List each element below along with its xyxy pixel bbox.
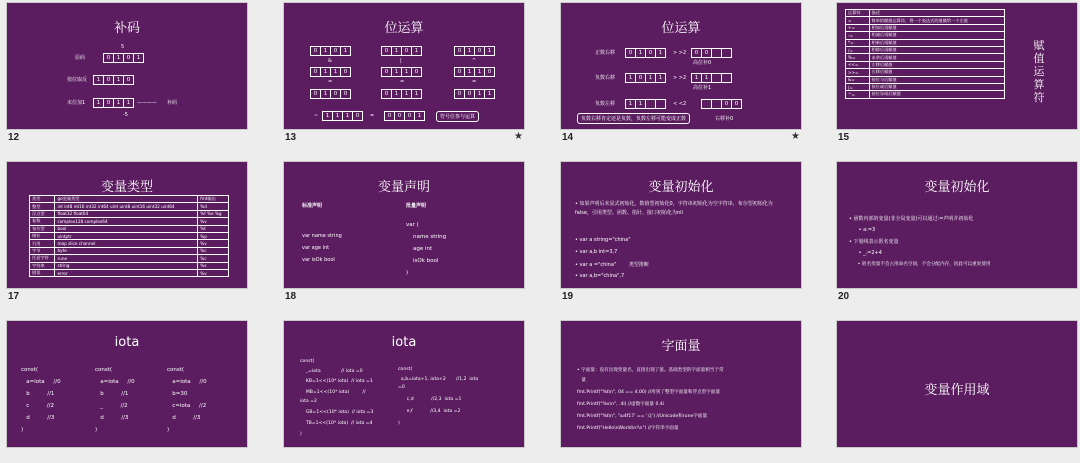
code-line: const( [167, 367, 185, 373]
bit-row: 0 1 1 0 [454, 67, 495, 77]
code-line: c=iota //2 [167, 403, 207, 409]
slide-title: 字面量 [661, 339, 701, 354]
bit-row: 1 0 1 1 [625, 73, 666, 83]
equals: = [400, 79, 405, 85]
footnote-box: 负数右移肯定还是负数，负数左移可能变成正数 [577, 113, 690, 124]
code-line: d //3 [167, 415, 201, 421]
bullet-text: • 函数内部的变量(非全局变量)可以通过:=声明并初始化 [849, 216, 974, 222]
bit-row: 1 1 1 0 [322, 111, 363, 121]
bit-row: 1 1 [691, 73, 732, 83]
row-note: 右移补0 [715, 116, 734, 122]
row-label: 末位加1 [67, 100, 86, 106]
code-line: d //3 [21, 415, 55, 421]
slide-thumb-19[interactable] [560, 161, 802, 304]
slide-number: 14 [562, 132, 574, 143]
slide-title: 变量初始化 [648, 180, 714, 195]
slide-thumb-iota-1[interactable] [6, 320, 248, 463]
star-icon[interactable]: ★ [791, 131, 800, 142]
bit-row: 0 0 1 1 [454, 89, 495, 99]
slide-number: 17 [8, 291, 20, 302]
row-label: 原码 [75, 55, 86, 61]
code-line: fmt.Printf("%t\n", 04 == 4.00) //用到了整型字面量和浮点型字面量 [577, 390, 721, 395]
code-line: var age int [302, 245, 330, 251]
operator: ^ [472, 58, 477, 64]
slide-canvas [836, 161, 1078, 289]
slide-title: 变量类型 [100, 180, 153, 195]
code-line: b //1 [21, 391, 55, 397]
code-line: a=iota //0 [95, 379, 135, 385]
slide-title: 位运算 [661, 21, 701, 36]
operator: ~ [314, 113, 319, 119]
slide-canvas [6, 161, 248, 289]
bullet-text: • _,=2+4 [849, 250, 882, 256]
bullet-text: • 如果声明后未显式初始化，数值型初始化0，字符串初始化为空字符串，布尔型初始化为false，引用类型、函数、指针、接口初始化为nil [575, 201, 773, 216]
slide-thumb-scope[interactable] [836, 320, 1078, 463]
code-line: =0 [398, 385, 405, 390]
right-heading: 批量声明 [406, 203, 427, 209]
row-label: 负数右移 [595, 75, 616, 81]
bit-row: 0 1 1 0 [381, 67, 422, 77]
slide-number: 18 [285, 291, 297, 302]
code-line: ) [398, 421, 400, 426]
slide-number: 19 [562, 291, 574, 302]
code-line: isOk bool [406, 258, 439, 264]
slide-thumb-literal[interactable] [560, 320, 802, 463]
slide-title: 变量声明 [377, 180, 430, 195]
shift-op: > >2 [673, 75, 687, 81]
slide-thumb-13[interactable] [283, 2, 525, 145]
operator: | [400, 58, 402, 64]
operator-table: 运算符 描述 = 简单的赋值运算符，将一个表达式的值赋给一个左值 += 相加后再赋值 -= 相减后再赋值 *= 相乘后再赋值 /= 相除后再赋值 %= 求余后再赋值 <<= 左移后赋值 >>= 右移后赋值 &= 按位与后赋值 |= 按位或后赋值 ^= 按位异或后赋值 [845, 9, 1005, 99]
slide-thumb-20[interactable] [836, 161, 1078, 304]
slide-canvas [6, 2, 248, 130]
bullet-text: • 匿名变量不会占用命名空间，不会分配内存，因此可以重复使用 [849, 262, 991, 267]
row-note: 高位补1 [693, 85, 712, 91]
bullet-text: • 下划线表示匿名变量 [849, 239, 899, 245]
bullet-text: • var a,b int=3,7 [575, 249, 618, 255]
code-line: ) [167, 427, 170, 433]
top-value: 5 [121, 44, 125, 50]
row-note: 高位补0 [693, 60, 712, 66]
slide-thumb-14[interactable] [560, 2, 802, 145]
slide-title: 位运算 [384, 21, 424, 36]
bottom-value: -5 [123, 112, 128, 118]
code-line: fmt.Printf("%t\n", '\u4f17' == '众') //Unicode和rune字面量 [577, 414, 708, 419]
slide-canvas [283, 161, 525, 289]
bit-row: 0 1 0 1 [310, 46, 351, 56]
bit-row: 0 0 [691, 48, 732, 58]
code-line: c,d //2,3 iota =1 [398, 397, 462, 402]
slide-title: 变量作用域 [924, 383, 990, 398]
row-label: 负数左移 [595, 101, 616, 107]
slide-canvas [560, 320, 802, 448]
note-box: 符号位参与运算 [436, 111, 479, 122]
equals: = [472, 79, 477, 85]
bit-row: 1 0 1 1 [93, 98, 134, 108]
bullet-text: 量 [577, 378, 586, 383]
code-line: MB=1<<(10* iota) // [300, 390, 366, 395]
code-line: KB=1<<(10* iota) // iota =1 [300, 379, 373, 384]
slide-title: 赋值运算符 [1033, 39, 1045, 104]
code-line: ) [300, 432, 302, 437]
bit-row: 1 0 1 0 [93, 75, 134, 85]
slide-title: 变量初始化 [924, 180, 990, 195]
code-line: const( [398, 367, 413, 372]
code-line: const( [21, 367, 39, 373]
type-table: 类型 go变量类型 fmt输出 整型 int int8 int16 int32 int64 uint uint8 uint16 uint32 uint64 %d 浮点型 float32 float64 %f %e %g 复数 complex128 complex64 %v 布尔型 bool %t 指针 uintptr %p 引用 map slice channel %v 字节 byte %c 任意字符 rune %c 字符串 string %s 错误 error %v [29, 195, 229, 277]
slide-canvas [6, 320, 248, 448]
code-line: const( [95, 367, 113, 373]
code-line: iota =2 [300, 399, 317, 404]
bit-row: 1 1 [625, 99, 666, 109]
code-line: var isOk bool [302, 257, 335, 263]
slide-thumb-iota-2[interactable] [283, 320, 525, 463]
row-label: 正数右移 [595, 50, 616, 56]
shift-op: > >2 [673, 50, 687, 56]
code-line: ) [95, 427, 98, 433]
code-line: age int [406, 246, 433, 252]
code-line: d //3 [95, 415, 129, 421]
equals: = [370, 113, 375, 119]
bit-row: 0 1 1 1 [381, 89, 422, 99]
bit-row: 0 0 0 1 [384, 111, 425, 121]
code-line: a=iota //0 [167, 379, 207, 385]
code-line: b //1 [95, 391, 129, 397]
code-line: GB=1<<(10* iota) // iota =3 [300, 410, 374, 415]
code-line: fmt.Printf("%v\n", .4i) //虚数字面量 0.4i [577, 402, 665, 407]
slide-number: 12 [8, 132, 20, 143]
code-line: ) [406, 270, 409, 276]
slide-number: 15 [838, 132, 850, 143]
bit-row: 0 1 0 1 [103, 53, 144, 63]
arrow-line: ———— [137, 100, 157, 106]
operator: & [328, 58, 332, 64]
slide-title: 补码 [113, 21, 140, 36]
code-line: a=iota //0 [21, 379, 61, 385]
code-line: e,f //3,4 iota =2 [398, 409, 461, 414]
bit-row: 0 1 0 1 [625, 48, 666, 58]
code-line: var name string [302, 233, 342, 239]
bit-row: 0 1 0 0 [310, 89, 351, 99]
bit-row: 0 0 [701, 99, 742, 109]
slide-thumb-17[interactable] [6, 161, 248, 304]
slide-canvas [283, 2, 525, 130]
slide-canvas [836, 320, 1078, 448]
code-line: a,b=iota+1, iota+2 //1,2 iota [398, 377, 479, 382]
bullet-text: • a:=3 [849, 227, 876, 233]
code-line: var ( [406, 222, 419, 228]
equals: = [328, 79, 333, 85]
bit-row: 0 1 1 0 [310, 67, 351, 77]
code-line: _ //2 [95, 403, 128, 409]
slide-canvas [283, 320, 525, 448]
code-line: fmt.Printf("Hello\nWorld\n!\n") //字符串字面量 [577, 426, 679, 431]
slide-title: iota [391, 335, 417, 350]
slide-canvas [560, 2, 802, 130]
slide-thumb-12[interactable] [6, 2, 248, 145]
star-icon[interactable]: ★ [514, 131, 523, 142]
bullet-text: • var a,b="china",7 [575, 273, 625, 279]
code-line: b=30 [167, 391, 188, 397]
bullet-text: • var a ="china" 类型推断 [575, 262, 649, 268]
slide-canvas [836, 2, 1078, 130]
code-line: name string [406, 234, 447, 240]
slide-canvas [560, 161, 802, 289]
right-label: 补码 [167, 100, 178, 106]
slide-number: 20 [838, 291, 850, 302]
bullet-text: • 字面量：没有出现变量名，直接出现了值。基础类型的字面量相当于常 [577, 368, 724, 373]
bit-row: 0 1 0 1 [454, 46, 495, 56]
slide-title: iota [114, 335, 140, 350]
bit-row: 0 1 0 1 [381, 46, 422, 56]
code-line: _=iota // iota =0 [300, 369, 363, 374]
row-label: 按位取反 [67, 77, 88, 83]
code-line: TB=1<<(10* iota) // iota =4 [300, 421, 373, 426]
code-line: c //2 [21, 403, 54, 409]
bullet-text: • var a string="china" [575, 237, 631, 243]
slide-number: 13 [285, 132, 297, 143]
left-heading: 标准声明 [302, 203, 323, 209]
code-line: const( [300, 359, 315, 364]
slide-thumb-18[interactable] [283, 161, 525, 304]
shift-op: < <2 [673, 101, 687, 107]
code-line: ) [21, 427, 24, 433]
slide-thumb-15[interactable] [836, 2, 1078, 145]
